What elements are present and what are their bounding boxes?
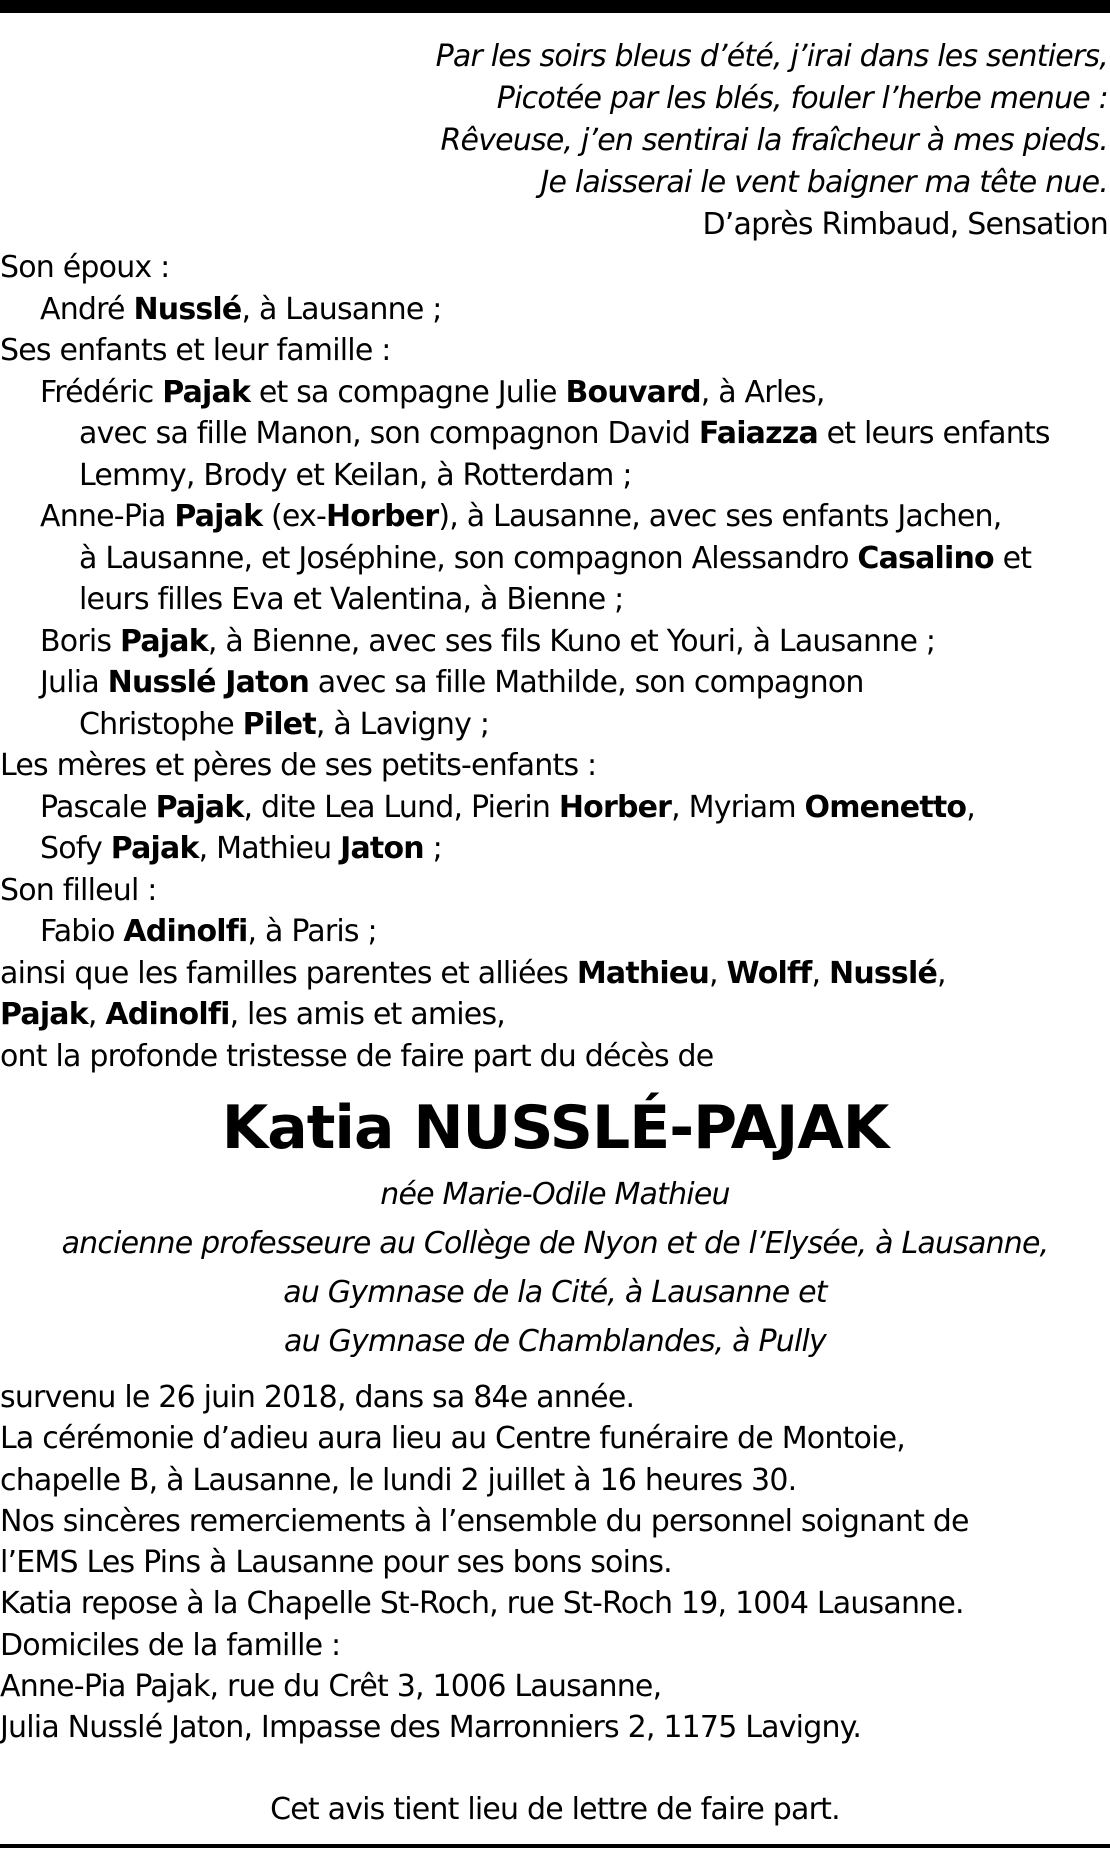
surname: Nusslé Jaton <box>107 665 310 700</box>
surname: Casalino <box>857 540 994 576</box>
family-entry-frederic: Frédéric Pajak et sa compagne Julie Bouvard, à Arles, <box>40 374 825 410</box>
family-entry-annepia: Anne-Pia Pajak (ex-Horber), à Lausanne, avec ses enfants Jachen, <box>40 499 1002 534</box>
poem-line: Par les soirs bleus d’été, j’irai dans les sentiers, <box>435 39 1108 74</box>
deceased-subtitle <box>0 1170 1110 1366</box>
subtitle-line: ancienne professeure au Collège de Nyon et de l’Elysée, à Lausanne, <box>61 1226 1049 1261</box>
ceremony-details <box>0 1377 1108 1749</box>
subtitle-line: née Marie-Odile Mathieu <box>380 1177 730 1212</box>
detail-line: Katia repose à la Chapelle St-Roch, rue St-Roch 19, 1004 Lausanne. <box>0 1586 964 1622</box>
detail-line: l’EMS Les Pins à Lausanne pour ses bons soins. <box>0 1545 672 1581</box>
poem-line: Rêveuse, j’en sentirai la fraîcheur à mes pieds. <box>440 123 1108 158</box>
surname: Pilet <box>242 706 316 742</box>
surname: Pajak <box>162 374 251 410</box>
surname: Faiazza <box>698 416 818 451</box>
surname: Nusslé <box>829 955 938 991</box>
family-entry-epoux: André Nusslé, à Lausanne ; <box>40 291 442 327</box>
surname: Horber <box>558 789 672 825</box>
detail-line: Julia Nusslé Jaton, Impasse des Marronniers 2, 1175 Lavigny. <box>0 1710 862 1746</box>
detail-line: Nos sincères remerciements à l’ensemble du personnel soignant de <box>0 1503 969 1539</box>
epigraph-poem <box>436 36 1108 246</box>
surname: Pajak <box>110 831 199 866</box>
closing-note: Cet avis tient lieu de lettre de faire part. <box>270 1792 840 1827</box>
surname: Jaton <box>340 831 424 866</box>
family-entry-boris: Boris Pajak, à Bienne, avec ses fils Kuno et Youri, à Lausanne ; <box>40 623 936 659</box>
subtitle-line: au Gymnase de Chamblandes, à Pully <box>283 1324 826 1359</box>
surname: Adinolfi <box>123 914 248 949</box>
bottom-rule <box>0 1844 1110 1848</box>
poem-line: Picotée par les blés, fouler l’herbe menue : <box>496 81 1108 116</box>
family-entry-frederic-cont: Lemmy, Brody et Keilan, à Rotterdam ; <box>79 457 632 493</box>
poem-attribution: D’après Rimbaud, Sensation <box>702 207 1108 242</box>
surname: Pajak <box>155 789 244 825</box>
family-allies-cont: Pajak, Adinolfi, les amis et amies, <box>0 997 506 1032</box>
surname: Nusslé <box>133 291 242 327</box>
family-entry-meres-cont: Sofy Pajak, Mathieu Jaton ; <box>40 831 442 866</box>
family-entry-frederic-cont: avec sa fille Manon, son compagnon David Faiazza et leurs enfants <box>79 416 1050 451</box>
top-rule <box>0 0 1110 13</box>
surname: Adinolfi <box>105 997 230 1032</box>
family-entry-meres: Pascale Pajak, dite Lea Lund, Pierin Horber, Myriam Omenetto, <box>40 789 975 825</box>
surname: Pajak <box>119 623 208 659</box>
surname: Horber <box>325 499 439 534</box>
surname: Pajak <box>174 499 263 534</box>
family-allies: ainsi que les familles parentes et alliées Mathieu, Wolff, Nusslé, <box>0 955 946 991</box>
detail-line: Anne-Pia Pajak, rue du Crêt 3, 1006 Lausanne, <box>0 1669 662 1705</box>
announcement-line: ont la profonde tristesse de faire part du décès de <box>0 1038 714 1074</box>
family-entry-annepia-cont: leurs filles Eva et Valentina, à Bienne ; <box>79 582 624 617</box>
family-entry-filleul: Fabio Adinolfi, à Paris ; <box>40 914 377 949</box>
poem-line: Je laisserai le vent baigner ma tête nue. <box>540 165 1108 200</box>
surname: Omenetto <box>804 789 967 825</box>
deceased-name: Katia NUSSLÉ-PAJAK <box>221 1093 889 1163</box>
surname: Bouvard <box>565 374 701 410</box>
family-list <box>0 247 1108 1077</box>
surname: Wolff <box>726 955 812 991</box>
detail-line: survenu le 26 juin 2018, dans sa 84e année. <box>0 1380 635 1415</box>
surname: Pajak <box>0 997 88 1032</box>
section-heading-enfants: Ses enfants et leur famille : <box>0 333 391 368</box>
subtitle-line: au Gymnase de la Cité, à Lausanne et <box>283 1275 827 1310</box>
family-entry-annepia-cont: à Lausanne, et Joséphine, son compagnon Alessandro Casalino et <box>79 540 1032 576</box>
detail-line: Domiciles de la famille : <box>0 1627 341 1663</box>
detail-line: La cérémonie d’adieu aura lieu au Centre funéraire de Montoie, <box>0 1421 905 1457</box>
section-heading-meres: Les mères et pères de ses petits-enfants : <box>0 748 597 783</box>
family-entry-julia: Julia Nusslé Jaton avec sa fille Mathilde, son compagnon <box>40 665 864 700</box>
section-heading-epoux: Son époux : <box>0 250 170 285</box>
family-entry-julia-cont: Christophe Pilet, à Lavigny ; <box>79 706 490 742</box>
detail-line: chapelle B, à Lausanne, le lundi 2 juillet à 16 heures 30. <box>0 1462 797 1498</box>
section-heading-filleul: Son filleul : <box>0 872 157 908</box>
surname: Mathieu <box>576 955 710 991</box>
